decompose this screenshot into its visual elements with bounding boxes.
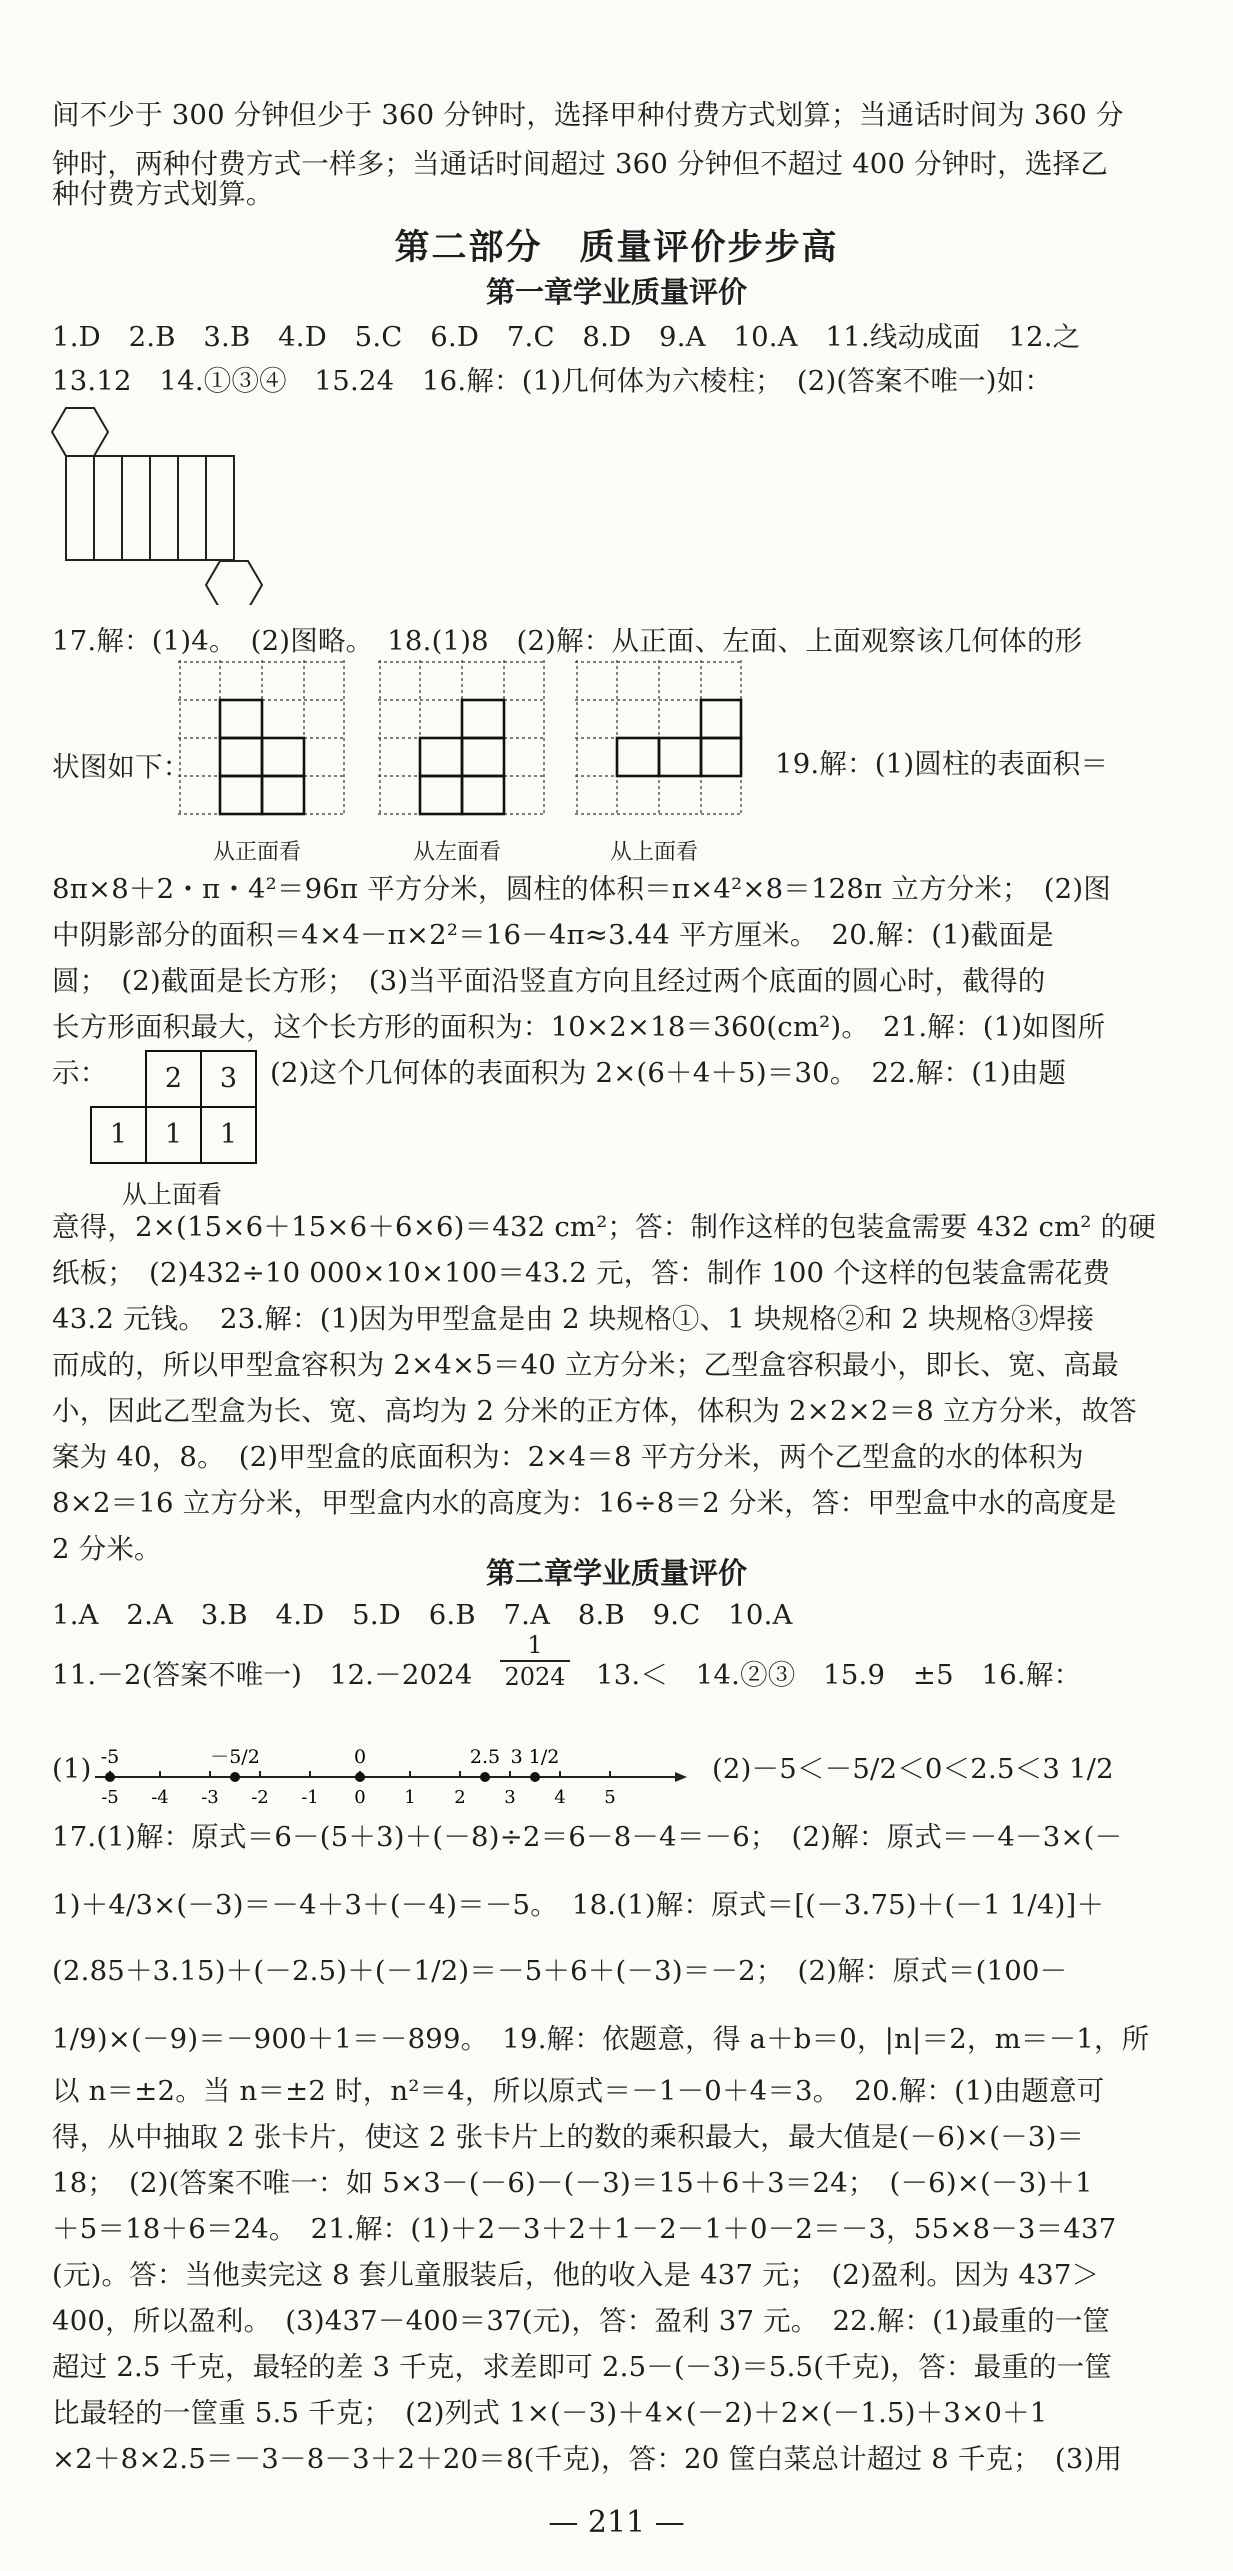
nl-point-label: 3 1/2 — [510, 1746, 560, 1768]
para22-line-8: 2 分米。 — [52, 1533, 162, 1565]
shape-caption: 状图如下： — [52, 751, 191, 783]
grid-cell: 1 — [145, 1106, 202, 1164]
nl-point-label: 0 — [353, 1746, 367, 1768]
para19-line-1: 8π×8＋2・π・4²＝96π 平方分米，圆柱的体积＝π×4²×8＝128π 立方分米； (2)图 — [52, 873, 1111, 905]
nl-tick-label: -5 — [101, 1787, 119, 1808]
ch2-answers-row2-right: 13.＜ 14.②③ 15.9 ±5 16.解： — [596, 1659, 1082, 1691]
grid-cell: 1 — [90, 1106, 147, 1164]
nl-tick-label: 5 — [604, 1787, 616, 1808]
nl-tick-label: 3 — [504, 1787, 516, 1808]
ch2-answers-row2-left: 11.－2(答案不唯一) 12.－2024 — [52, 1659, 473, 1691]
top-view-grid — [575, 660, 743, 835]
part-title: 第二部分 质量评价步步高 — [394, 228, 839, 268]
nl-point — [480, 1772, 490, 1782]
hexagonal-prism-net — [50, 405, 270, 605]
intro-line-2: 钟时，两种付费方式一样多；当通话时间超过 360 分钟但不超过 400 分钟时，选择乙 — [52, 148, 1109, 180]
intro-line-1: 间不少于 300 分钟但少于 360 分钟时，选择甲种付费方式划算；当通话时间为 360 分 — [52, 99, 1124, 131]
nl-tick-label: -3 — [201, 1787, 219, 1808]
chapter1-title: 第一章学业质量评价 — [485, 275, 747, 309]
para22-line-2: 纸板； (2)432÷10 000×10×100＝43.2 元，答：制作 100 个这样的包装盒需花费 — [52, 1257, 1111, 1289]
q21-grid-caption: 从上面看 — [122, 1180, 223, 1209]
q21-show: 示： — [52, 1057, 108, 1089]
left-view-label: 从左面看 — [413, 840, 502, 865]
para17-line-1: 17.(1)解：原式＝6－(5＋3)＋(－8)÷2＝6－8－4＝－6； (2)解：原式＝－4－3×(－ — [52, 1821, 1123, 1853]
ch1-answers-row1: 1.D 2.B 3.B 4.D 5.C 6.D 7.C 8.D 9.A 10.A 11.线动成面 12.之 — [52, 321, 1081, 353]
para17-line-3: (2.85＋3.15)＋(－2.5)＋(－1/2)＝－5＋6＋(－3)＝－2； (2)解：原式＝(100－ — [52, 1955, 1068, 1987]
para19-line-3: 圆； (2)截面是长方形； (3)当平面沿竖直方向且经过两个底面的圆心时，截得的 — [52, 965, 1046, 997]
chapter2-title: 第二章学业质量评价 — [485, 1556, 747, 1590]
nl-tick-label: -4 — [151, 1787, 169, 1808]
para22-line-6: 案为 40，8。 (2)甲型盒的底面积为：2×4＝8 平方分米，两个乙型盒的水的体积为 — [52, 1441, 1084, 1473]
front-view-grid — [178, 660, 346, 835]
nl-tick-label: 1 — [404, 1787, 416, 1808]
para17-line-12: 比最轻的一筐重 5.5 千克； (2)列式 1×(－3)＋4×(－2)＋2×(－1.5)＋3×0＋1 — [52, 2397, 1048, 2429]
nl-point — [530, 1772, 540, 1782]
para17-line-6: 得，从中抽取 2 张卡片，使这 2 张卡片上的数的乘积最大，最大值是(－6)×(－3)＝ — [52, 2121, 1085, 2153]
para22-line-4: 而成的，所以甲型盒容积为 2×4×5＝40 立方分米；乙型盒容积最小，即长、宽、高最 — [52, 1349, 1119, 1381]
para17-line-13: ×2＋8×2.5＝－3－8－3＋2＋20＝8(千克)，答：20 筐白菜总计超过 8 千克； (3)用 — [52, 2443, 1123, 2475]
para17-line-9: (元)。答：当他卖完这 8 套儿童服装后，他的收入是 437 元； (2)盈利。因为 437＞ — [52, 2259, 1100, 2291]
front-view-label: 从正面看 — [213, 840, 302, 865]
para22-line-1: 意得，2×(15×6＋15×6＋6×6)＝432 cm²；答：制作这样的包装盒需要 432 cm² 的硬 — [52, 1211, 1156, 1243]
fraction-denominator: 2024 — [504, 1663, 566, 1691]
nl-point — [230, 1772, 240, 1782]
grid-cell: 2 — [145, 1050, 202, 1108]
nl-tick-label: -1 — [301, 1787, 319, 1808]
nl-tick-label: 0 — [354, 1787, 366, 1808]
grid-cell: 3 — [200, 1050, 257, 1108]
grid-cell: 1 — [200, 1106, 257, 1164]
para17-line-10: 400，所以盈利。 (3)437－400＝37(元)，答：盈利 37 元。 22.解：(1)最重的一筐 — [52, 2305, 1111, 2337]
q17-line: 17.解：(1)4。 (2)图略。 18.(1)8 (2)解：从正面、左面、上面观察该几何体的形 — [52, 625, 1083, 657]
nl-point — [105, 1772, 115, 1782]
nl-prefix: (1) — [52, 1753, 92, 1785]
nl-point-label: -5 — [100, 1746, 120, 1768]
para17-line-7: 18； (2)(答案不唯一：如 5×3－(－6)－(－3)＝15＋6＋3＝24； (－6)×(－3)＋1 — [52, 2167, 1093, 2199]
number-line — [80, 1710, 690, 1830]
nl-order: (2)－5＜－5/2＜0＜2.5＜3 1/2 — [712, 1753, 1114, 1785]
para17-line-4: 1/9)×(－9)＝－900＋1＝－899。 19.解：依题意，得 a＋b＝0，|n|＝2，m＝－1，所 — [52, 2023, 1150, 2055]
para22-line-7: 8×2＝16 立方分米，甲型盒内水的高度为：16÷8＝2 分米，答：甲型盒中水的高度是 — [52, 1487, 1117, 1519]
left-view-grid — [378, 660, 546, 835]
page-number: — 211 — — [548, 2505, 685, 2540]
ch1-answers-row2: 13.12 14.①③④ 15.24 16.解：(1)几何体为六棱柱； (2)(答案不唯一)如： — [52, 365, 1053, 397]
para17-line-11: 超过 2.5 千克，最轻的差 3 千克，求差即可 2.5－(－3)＝5.5(千克)，答：最重的一筐 — [52, 2351, 1113, 2383]
q19-head: 19.解：(1)圆柱的表面积＝ — [775, 748, 1109, 780]
intro-line-3: 种付费方式划算。 — [52, 178, 274, 210]
ch2-answers-row1: 1.A 2.A 3.B 4.D 5.D 6.B 7.A 8.B 9.C 10.A — [52, 1599, 793, 1631]
q21-tail: (2)这个几何体的表面积为 2×(6＋4＋5)＝30。 22.解：(1)由题 — [270, 1057, 1067, 1089]
fraction-1-2024 — [500, 1630, 570, 1692]
nl-tick-label: 4 — [554, 1787, 566, 1808]
q21-grid — [88, 1050, 258, 1168]
para17-line-5: 以 n＝±2。当 n＝±2 时，n²＝4，所以原式＝－1－0＋4＝3。 20.解：(1)由题意可 — [52, 2075, 1105, 2107]
top-view-label: 从上面看 — [610, 840, 699, 865]
nl-point-label: 2.5 — [469, 1746, 501, 1768]
para17-line-8: ＋5＝18＋6＝24。 21.解：(1)＋2－3＋2＋1－2－1＋0－2＝－3，55×8－3＝437 — [52, 2213, 1117, 2245]
para17-line-2: 1)＋4/3×(－3)＝－4＋3＋(－4)＝－5。 18.(1)解：原式＝[(－3.75)＋(－1 1/4)]＋ — [52, 1889, 1105, 1921]
para22-line-3: 43.2 元钱。 23.解：(1)因为甲型盒是由 2 块规格①、1 块规格②和 2 块规格③焊接 — [52, 1303, 1095, 1335]
nl-point-label: －5/2 — [210, 1746, 260, 1768]
nl-tick-label: -2 — [251, 1787, 269, 1808]
nl-point — [355, 1772, 365, 1782]
para22-line-5: 小，因此乙型盒为长、宽、高均为 2 分米的正方体，体积为 2×2×2＝8 立方分米，故答 — [52, 1395, 1137, 1427]
nl-tick-label: 2 — [454, 1787, 466, 1808]
para19-line-2: 中阴影部分的面积＝4×4－π×2²＝16－4π≈3.44 平方厘米。 20.解：(1)截面是 — [52, 919, 1054, 951]
para19-line-4: 长方形面积最大，这个长方形的面积为：10×2×18＝360(cm²)。 21.解：(1)如图所 — [52, 1011, 1106, 1043]
fraction-numerator: 1 — [500, 1630, 570, 1662]
